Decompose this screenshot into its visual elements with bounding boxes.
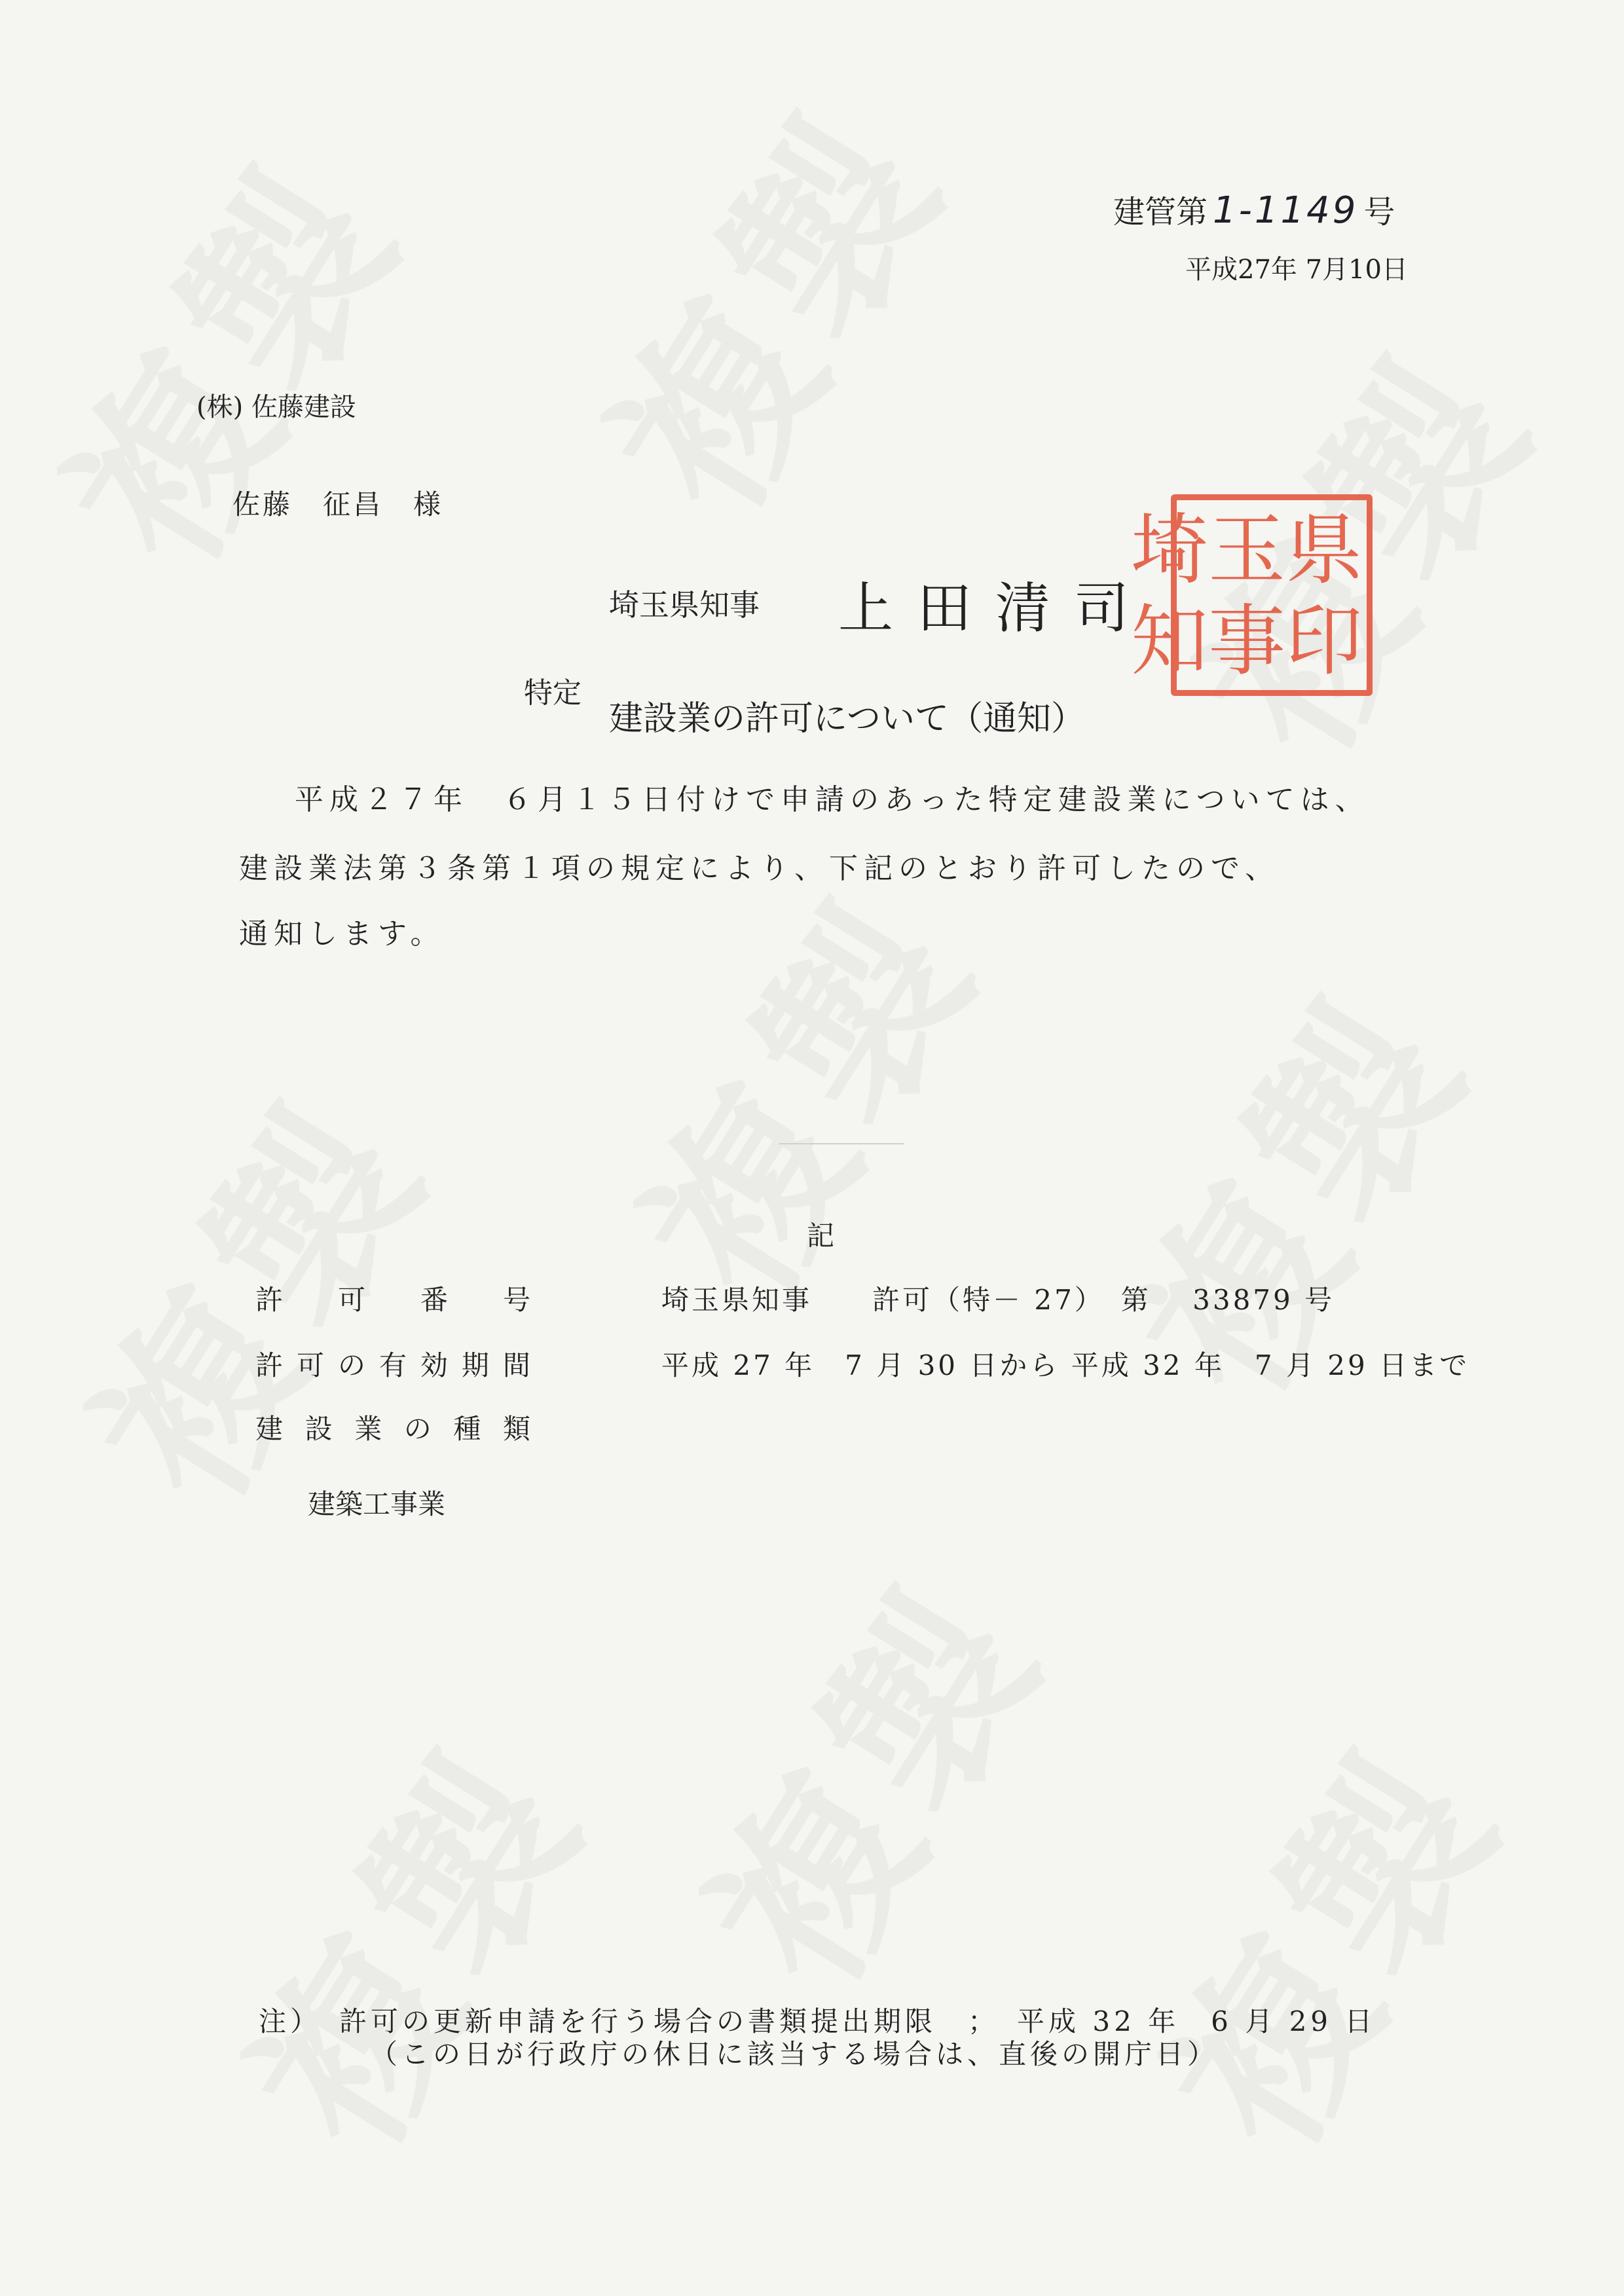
seal-character: 埼 <box>1130 504 1208 595</box>
watermark-text <box>0 105 453 610</box>
label-char: 類 <box>502 1413 530 1445</box>
label-char: 種 <box>453 1413 481 1445</box>
watermark-text <box>634 1525 1096 2030</box>
business-type-label <box>255 1408 530 1447</box>
document-number-prefix: 建管第 <box>1113 194 1208 230</box>
issuer-office: 埼玉県知事 <box>609 587 760 623</box>
seal-character: 印 <box>1285 595 1363 686</box>
label-char: 設 <box>304 1413 333 1445</box>
watermark-text <box>568 838 1030 1343</box>
body-text-line: 通知します。 <box>239 917 445 951</box>
label-char: 有 <box>378 1349 407 1381</box>
subject-qualifier: 特定 <box>524 676 581 710</box>
seal-character: 玉 <box>1208 504 1285 595</box>
label-char: 可 <box>337 1284 365 1316</box>
official-seal <box>1130 494 1373 696</box>
document-number-suffix: 号 <box>1363 194 1395 230</box>
permit-number-value: 埼玉県知事 許可（特－ 27） 第 33879 号 <box>661 1284 1335 1316</box>
seal-character: 知 <box>1130 595 1208 686</box>
watermark-text <box>536 52 997 557</box>
label-char: の <box>337 1349 365 1381</box>
watermark-text <box>175 1689 637 2194</box>
label-char: 期 <box>461 1349 489 1381</box>
label-char: 許 <box>255 1284 284 1316</box>
addressee-name: 佐藤 征昌 様 <box>232 488 444 520</box>
validity-period-label <box>255 1344 530 1383</box>
renewal-note-detail: （この日が行政庁の休日に該当する場合は、直後の開庁日） <box>370 2038 1219 2070</box>
label-char: 番 <box>420 1284 448 1316</box>
business-type-value: 建築工事業 <box>308 1488 446 1520</box>
label-char: 業 <box>354 1413 382 1445</box>
label-char: の <box>403 1413 432 1445</box>
addressee-company: (株) 佐藤建設 <box>196 392 356 422</box>
label-char: 可 <box>296 1349 324 1381</box>
renewal-note: 注） 許可の更新申請を行う場合の書類提出期限 ； 平成 32 年 6 月 29 日 <box>259 2005 1376 2037</box>
seal-character: 県 <box>1285 504 1363 595</box>
subject-title: 建設業の許可について（通知） <box>609 699 1085 738</box>
body-text-line: 平成２７年 ６月１５日付けで申請のあった特定建設業については、 <box>295 783 1370 816</box>
label-char: 建 <box>255 1413 284 1445</box>
seal-character: 事 <box>1208 595 1285 686</box>
document-number-handwritten: 1-1149 <box>1213 189 1359 232</box>
label-char: 効 <box>420 1349 448 1381</box>
body-text-line: 建設業法第３条第１項の規定により、下記のとおり許可したので、 <box>239 852 1280 885</box>
label-char: 許 <box>255 1349 284 1381</box>
label-char: 間 <box>502 1349 530 1381</box>
issuer-name: 上田清司 <box>838 576 1153 640</box>
document-number <box>1113 187 1395 232</box>
divider <box>779 1143 904 1144</box>
validity-period-value: 平成 27 年 7 月 30 日から 平成 32 年 7 月 29 日まで <box>661 1349 1470 1381</box>
label-char: 号 <box>502 1284 530 1316</box>
document-date: 平成27年 7月10日 <box>1185 255 1408 285</box>
permit-number-label <box>255 1279 530 1318</box>
watermark-text <box>1092 1689 1554 2194</box>
record-heading: 記 <box>807 1220 835 1252</box>
